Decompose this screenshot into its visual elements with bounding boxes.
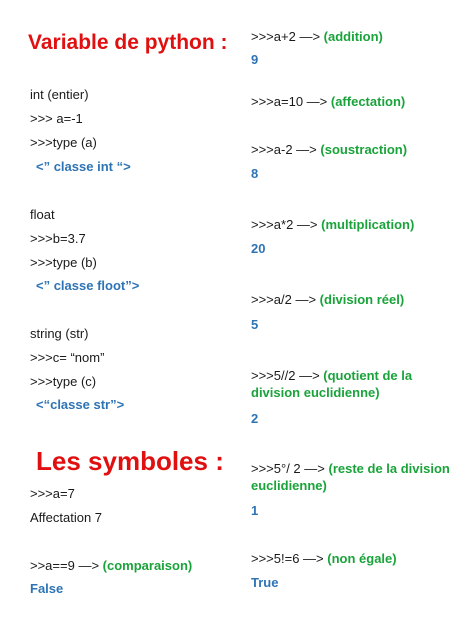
subtraction-result: 8 (251, 166, 259, 181)
addition-label: (addition) (323, 29, 383, 44)
float-assign-line: >>>b=3.7 (30, 231, 86, 246)
str-type-line: >>>type (c) (30, 374, 97, 389)
multiplication-result: 20 (251, 241, 266, 256)
floor-division-result: 2 (251, 411, 259, 426)
floor-division-line (251, 367, 436, 401)
comparison-result: False (30, 581, 64, 596)
modulo-code: >>>5°/ 2 —> (251, 461, 329, 476)
not-equal-code: >>>5!=6 —> (251, 551, 328, 566)
addition-result: 9 (251, 52, 259, 67)
sym-assign-line: >>>a=7 (30, 486, 75, 501)
division-code: >>>a/2 —> (251, 292, 320, 307)
str-result: <“classe str”> (36, 397, 125, 412)
str-label: string (str) (30, 326, 89, 341)
multiplication-code: >>>a*2 —> (251, 217, 322, 232)
not-equal-result: True (251, 575, 279, 590)
subtraction-code: >>>a-2 —> (251, 142, 321, 157)
not-equal-label: (non égale) (327, 551, 397, 566)
symbols-title: Les symboles : (36, 446, 224, 476)
division-result: 5 (251, 317, 259, 332)
subtraction-label: (soustraction) (320, 142, 408, 157)
comparison-code: >>a==9 —> (30, 558, 103, 573)
affectation-code: >>>a=10 —> (251, 94, 331, 109)
page-title: Variable de python : (28, 31, 228, 54)
int-type-line: >>>type (a) (30, 135, 97, 150)
comparison-label: (comparaison) (102, 558, 193, 573)
not-equal-line (251, 550, 397, 567)
multiplication-label: (multiplication) (321, 217, 415, 232)
division-label: (division réel) (319, 292, 405, 307)
affectation-line (251, 93, 405, 110)
addition-code: >>>a+2 —> (251, 29, 324, 44)
addition-line (251, 28, 383, 45)
subtraction-line (251, 141, 407, 158)
floor-division-code: >>>5//2 —> (251, 368, 324, 383)
float-result: <” classe floot”> (36, 278, 140, 293)
modulo-result: 1 (251, 503, 259, 518)
floor-division-label: (quotient de la division euclidienne) (251, 368, 413, 400)
float-type-line: >>>type (b) (30, 255, 97, 270)
multiplication-line (251, 216, 414, 233)
str-assign-line: >>>c= “nom” (30, 350, 105, 365)
sym-affectation-line: Affectation 7 (30, 510, 103, 525)
affectation-label: (affectation) (330, 94, 406, 109)
int-result: <” classe int “> (36, 159, 131, 174)
division-line (251, 291, 404, 308)
modulo-label: (reste de la division euclidienne) (251, 461, 450, 493)
int-assign-line: >>> a=-1 (30, 111, 83, 126)
modulo-line (251, 460, 451, 494)
comparison-line (30, 557, 192, 574)
float-label: float (30, 207, 55, 222)
int-label: int (entier) (30, 87, 89, 102)
